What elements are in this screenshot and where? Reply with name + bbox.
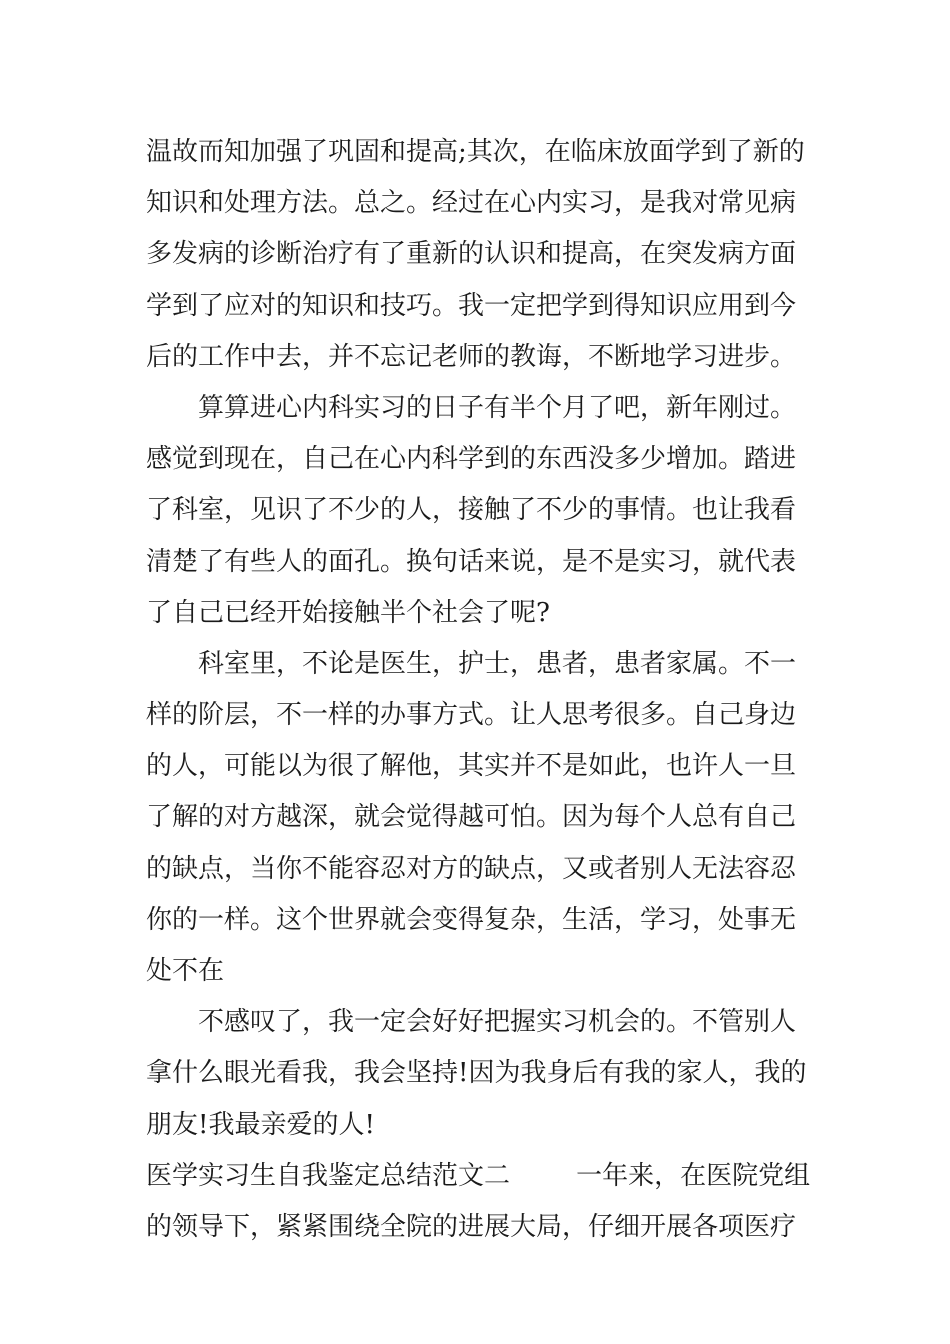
text-line: 清楚了有些人的面孔。换句话来说，是不是实习，就代表 — [146, 546, 797, 577]
text-line: 了自己已经开始接触半个社会了呢? — [146, 597, 550, 628]
text-line: 感觉到现在，自己在心内科学到的东西没多少增加。踏进 — [146, 444, 797, 475]
text-line: 知识和处理方法。总之。经过在心内实习，是我对常见病 — [146, 188, 797, 219]
section-heading-line: 医学实习生自我鉴定总结范文二 一年来，在医院党组 — [146, 1160, 811, 1191]
text-line: 你的一样。这个世界就会变得复杂，生活，学习，处事无 — [146, 904, 797, 935]
text-line: 学到了应对的知识和技巧。我一定把学到得知识应用到今 — [146, 290, 797, 321]
text-line: 朋友!我最亲爱的人! — [146, 1109, 375, 1140]
paragraph-first-line: 科室里，不论是医生，护士，患者，患者家属。不一 — [198, 648, 797, 679]
text-line: 温故而知加强了巩固和提高;其次，在临床放面学到了新的 — [146, 137, 805, 167]
paragraph-first-line: 算算进心内科实习的日子有半个月了吧，新年刚过。 — [198, 392, 797, 423]
text-line: 了解的对方越深，就会觉得越可怕。因为每个人总有自己 — [146, 802, 797, 833]
paragraph-first-line: 不感叹了，我一定会好好把握实习机会的。不管别人 — [198, 1007, 797, 1038]
text-line: 处不在 — [146, 956, 225, 986]
text-line: 了科室，见识了不少的人，接触了不少的事情。也让我看 — [146, 495, 797, 526]
text-line: 多发病的诊断治疗有了重新的认识和提高，在突发病方面 — [146, 239, 797, 270]
text-line: 拿什么眼光看我，我会坚持!因为我身后有我的家人，我的 — [146, 1058, 807, 1089]
text-line: 后的工作中去，并不忘记老师的教诲，不断地学习进步。 — [146, 341, 797, 372]
document-body — [146, 127, 816, 1253]
text-line: 的缺点，当你不能容忍对方的缺点，又或者别人无法容忍 — [146, 853, 797, 884]
text-line: 样的阶层，不一样的办事方式。让人思考很多。自己身边 — [146, 700, 797, 731]
text-line: 的领导下，紧紧围绕全院的进展大局，仔细开展各项医疗 — [146, 1211, 797, 1242]
text-line: 的人，可能以为很了解他，其实并不是如此，也许人一旦 — [146, 751, 797, 782]
